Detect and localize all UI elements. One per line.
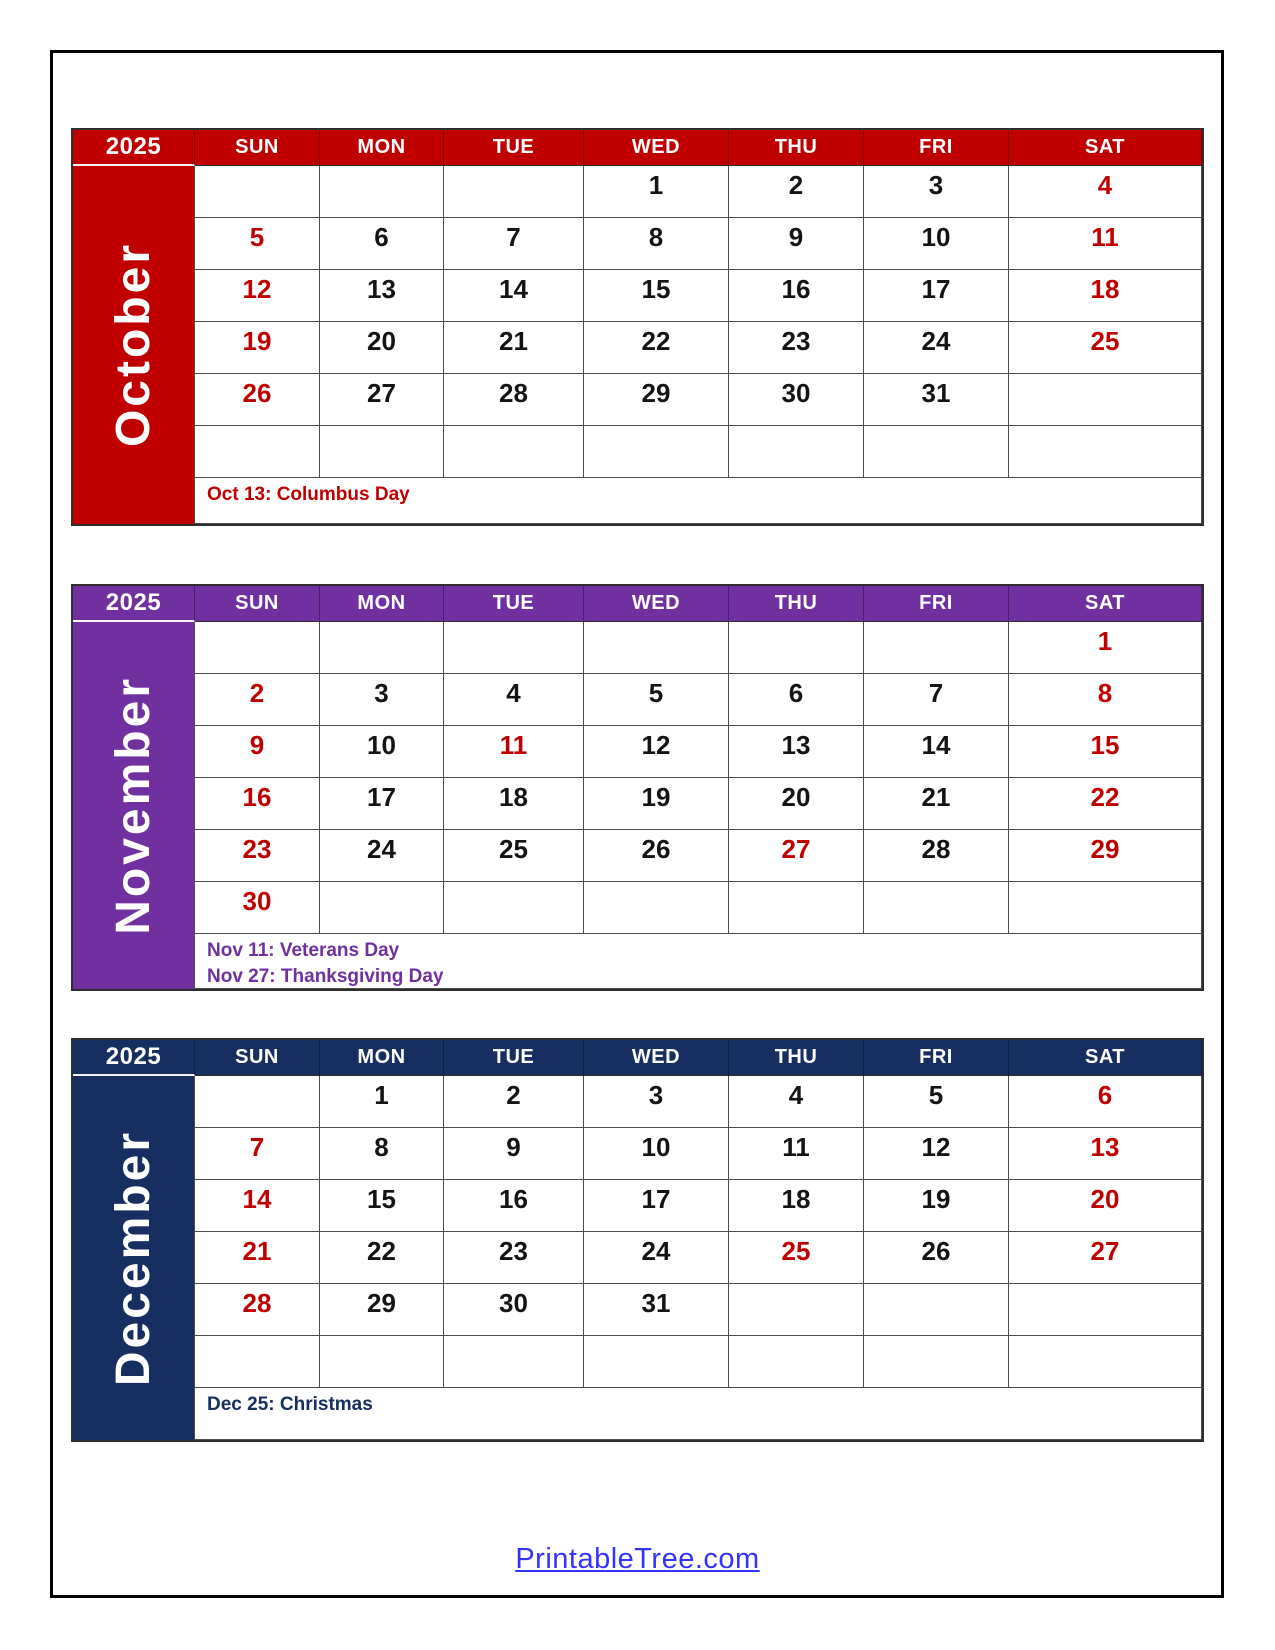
calendar-november	[71, 584, 1204, 991]
empty-date-cell	[584, 1336, 729, 1388]
empty-date-cell	[729, 1284, 864, 1336]
date-cell-october-8: 8	[584, 218, 729, 270]
weekday-header-wed: WED	[584, 130, 729, 166]
empty-date-cell	[320, 166, 444, 218]
empty-date-cell	[864, 1284, 1009, 1336]
weekday-header-fri: FRI	[864, 586, 1009, 622]
date-cell-november-13: 13	[729, 726, 864, 778]
date-cell-october-6: 6	[320, 218, 444, 270]
date-cell-december-11: 11	[729, 1128, 864, 1180]
weekday-header-thu: THU	[729, 1040, 864, 1076]
date-cell-october-19: 19	[195, 322, 320, 374]
empty-date-cell	[444, 426, 584, 478]
date-cell-october-26: 26	[195, 374, 320, 426]
date-cell-november-21: 21	[864, 778, 1009, 830]
weekday-header-wed: WED	[584, 1040, 729, 1076]
date-cell-november-4: 4	[444, 674, 584, 726]
weekday-header-sat: SAT	[1009, 1040, 1202, 1076]
date-cell-december-31: 31	[584, 1284, 729, 1336]
date-cell-december-23: 23	[444, 1232, 584, 1284]
weekday-header-fri: FRI	[864, 130, 1009, 166]
date-cell-october-12: 12	[195, 270, 320, 322]
month-label: December	[106, 1129, 160, 1387]
month-label: November	[106, 676, 160, 935]
date-cell-december-30: 30	[444, 1284, 584, 1336]
date-cell-november-12: 12	[584, 726, 729, 778]
date-cell-october-7: 7	[444, 218, 584, 270]
weekday-header-sat: SAT	[1009, 586, 1202, 622]
date-cell-december-9: 9	[444, 1128, 584, 1180]
calendar-december	[71, 1038, 1204, 1442]
holiday-notes-november	[195, 934, 1202, 989]
date-cell-november-19: 19	[584, 778, 729, 830]
date-cell-december-14: 14	[195, 1180, 320, 1232]
date-cell-october-4: 4	[1009, 166, 1202, 218]
date-cell-october-22: 22	[584, 322, 729, 374]
weekday-header-tue: TUE	[444, 1040, 584, 1076]
date-cell-october-23: 23	[729, 322, 864, 374]
date-cell-november-1: 1	[1009, 622, 1202, 674]
date-cell-december-3: 3	[584, 1076, 729, 1128]
empty-date-cell	[584, 882, 729, 934]
empty-date-cell	[729, 882, 864, 934]
empty-date-cell	[1009, 882, 1202, 934]
weekday-header-mon: MON	[320, 130, 444, 166]
weekday-header-mon: MON	[320, 586, 444, 622]
date-cell-november-5: 5	[584, 674, 729, 726]
date-cell-december-26: 26	[864, 1232, 1009, 1284]
empty-date-cell	[729, 426, 864, 478]
date-cell-december-20: 20	[1009, 1180, 1202, 1232]
date-cell-november-20: 20	[729, 778, 864, 830]
date-cell-november-11: 11	[444, 726, 584, 778]
date-cell-december-25: 25	[729, 1232, 864, 1284]
empty-date-cell	[444, 1336, 584, 1388]
empty-date-cell	[1009, 374, 1202, 426]
date-cell-november-14: 14	[864, 726, 1009, 778]
empty-date-cell	[1009, 1284, 1202, 1336]
date-cell-december-6: 6	[1009, 1076, 1202, 1128]
date-cell-december-5: 5	[864, 1076, 1009, 1128]
empty-date-cell	[864, 882, 1009, 934]
date-cell-october-10: 10	[864, 218, 1009, 270]
weekday-header-tue: TUE	[444, 586, 584, 622]
year-label-november: 2025	[73, 586, 195, 622]
date-cell-october-1: 1	[584, 166, 729, 218]
date-cell-december-22: 22	[320, 1232, 444, 1284]
weekday-header-wed: WED	[584, 586, 729, 622]
weekday-header-tue: TUE	[444, 130, 584, 166]
empty-date-cell	[320, 622, 444, 674]
empty-date-cell	[584, 622, 729, 674]
date-cell-october-24: 24	[864, 322, 1009, 374]
empty-date-cell	[195, 1076, 320, 1128]
weekday-header-fri: FRI	[864, 1040, 1009, 1076]
holiday-note: Dec 25: Christmas	[207, 1394, 373, 1415]
date-cell-december-4: 4	[729, 1076, 864, 1128]
date-cell-october-30: 30	[729, 374, 864, 426]
calendar-october	[71, 128, 1204, 526]
date-cell-october-9: 9	[729, 218, 864, 270]
date-cell-november-8: 8	[1009, 674, 1202, 726]
empty-date-cell	[195, 426, 320, 478]
date-cell-november-3: 3	[320, 674, 444, 726]
date-cell-november-29: 29	[1009, 830, 1202, 882]
date-cell-october-21: 21	[444, 322, 584, 374]
weekday-header-sat: SAT	[1009, 130, 1202, 166]
month-label: October	[106, 242, 160, 448]
empty-date-cell	[729, 1336, 864, 1388]
date-cell-december-13: 13	[1009, 1128, 1202, 1180]
month-sidebar-december	[73, 1076, 195, 1440]
date-cell-december-8: 8	[320, 1128, 444, 1180]
empty-date-cell	[195, 1336, 320, 1388]
date-cell-october-17: 17	[864, 270, 1009, 322]
empty-date-cell	[444, 622, 584, 674]
weekday-header-mon: MON	[320, 1040, 444, 1076]
date-cell-december-10: 10	[584, 1128, 729, 1180]
date-cell-november-25: 25	[444, 830, 584, 882]
date-cell-october-5: 5	[195, 218, 320, 270]
footer	[0, 1543, 1275, 1576]
date-cell-december-18: 18	[729, 1180, 864, 1232]
date-cell-december-1: 1	[320, 1076, 444, 1128]
date-cell-october-31: 31	[864, 374, 1009, 426]
date-cell-december-24: 24	[584, 1232, 729, 1284]
date-cell-december-28: 28	[195, 1284, 320, 1336]
date-cell-november-17: 17	[320, 778, 444, 830]
date-cell-october-29: 29	[584, 374, 729, 426]
empty-date-cell	[864, 426, 1009, 478]
holiday-note: Nov 11: Veterans Day	[207, 940, 400, 961]
date-cell-november-6: 6	[729, 674, 864, 726]
date-cell-december-16: 16	[444, 1180, 584, 1232]
year-label-december: 2025	[73, 1040, 195, 1076]
date-cell-november-26: 26	[584, 830, 729, 882]
empty-date-cell	[864, 1336, 1009, 1388]
empty-date-cell	[195, 166, 320, 218]
holiday-notes-october	[195, 478, 1202, 524]
date-cell-october-20: 20	[320, 322, 444, 374]
date-cell-october-11: 11	[1009, 218, 1202, 270]
empty-date-cell	[1009, 426, 1202, 478]
month-sidebar-november	[73, 622, 195, 989]
date-cell-october-3: 3	[864, 166, 1009, 218]
date-cell-november-7: 7	[864, 674, 1009, 726]
date-cell-october-25: 25	[1009, 322, 1202, 374]
empty-date-cell	[320, 1336, 444, 1388]
footer-link[interactable]: PrintableTree.com	[515, 1543, 760, 1575]
empty-date-cell	[195, 622, 320, 674]
empty-date-cell	[1009, 1336, 1202, 1388]
year-label-october: 2025	[73, 130, 195, 166]
month-sidebar-october	[73, 166, 195, 524]
date-cell-november-15: 15	[1009, 726, 1202, 778]
date-cell-november-9: 9	[195, 726, 320, 778]
date-cell-november-18: 18	[444, 778, 584, 830]
date-cell-december-15: 15	[320, 1180, 444, 1232]
date-cell-october-18: 18	[1009, 270, 1202, 322]
date-cell-december-27: 27	[1009, 1232, 1202, 1284]
empty-date-cell	[320, 882, 444, 934]
date-cell-november-2: 2	[195, 674, 320, 726]
weekday-header-sun: SUN	[195, 130, 320, 166]
date-cell-december-7: 7	[195, 1128, 320, 1180]
weekday-header-thu: THU	[729, 130, 864, 166]
date-cell-october-14: 14	[444, 270, 584, 322]
date-cell-october-16: 16	[729, 270, 864, 322]
date-cell-december-17: 17	[584, 1180, 729, 1232]
date-cell-october-13: 13	[320, 270, 444, 322]
date-cell-november-22: 22	[1009, 778, 1202, 830]
date-cell-november-10: 10	[320, 726, 444, 778]
weekday-header-sun: SUN	[195, 1040, 320, 1076]
date-cell-december-29: 29	[320, 1284, 444, 1336]
holiday-notes-december	[195, 1388, 1202, 1440]
empty-date-cell	[444, 882, 584, 934]
date-cell-november-16: 16	[195, 778, 320, 830]
date-cell-november-28: 28	[864, 830, 1009, 882]
date-cell-november-23: 23	[195, 830, 320, 882]
date-cell-december-21: 21	[195, 1232, 320, 1284]
date-cell-november-30: 30	[195, 882, 320, 934]
empty-date-cell	[320, 426, 444, 478]
date-cell-december-2: 2	[444, 1076, 584, 1128]
date-cell-december-19: 19	[864, 1180, 1009, 1232]
date-cell-october-27: 27	[320, 374, 444, 426]
holiday-note: Nov 27: Thanksgiving Day	[207, 965, 444, 987]
empty-date-cell	[444, 166, 584, 218]
date-cell-october-2: 2	[729, 166, 864, 218]
empty-date-cell	[864, 622, 1009, 674]
empty-date-cell	[584, 426, 729, 478]
date-cell-november-27: 27	[729, 830, 864, 882]
date-cell-november-24: 24	[320, 830, 444, 882]
holiday-note: Oct 13: Columbus Day	[207, 484, 410, 505]
date-cell-october-28: 28	[444, 374, 584, 426]
empty-date-cell	[729, 622, 864, 674]
date-cell-october-15: 15	[584, 270, 729, 322]
weekday-header-sun: SUN	[195, 586, 320, 622]
weekday-header-thu: THU	[729, 586, 864, 622]
date-cell-december-12: 12	[864, 1128, 1009, 1180]
